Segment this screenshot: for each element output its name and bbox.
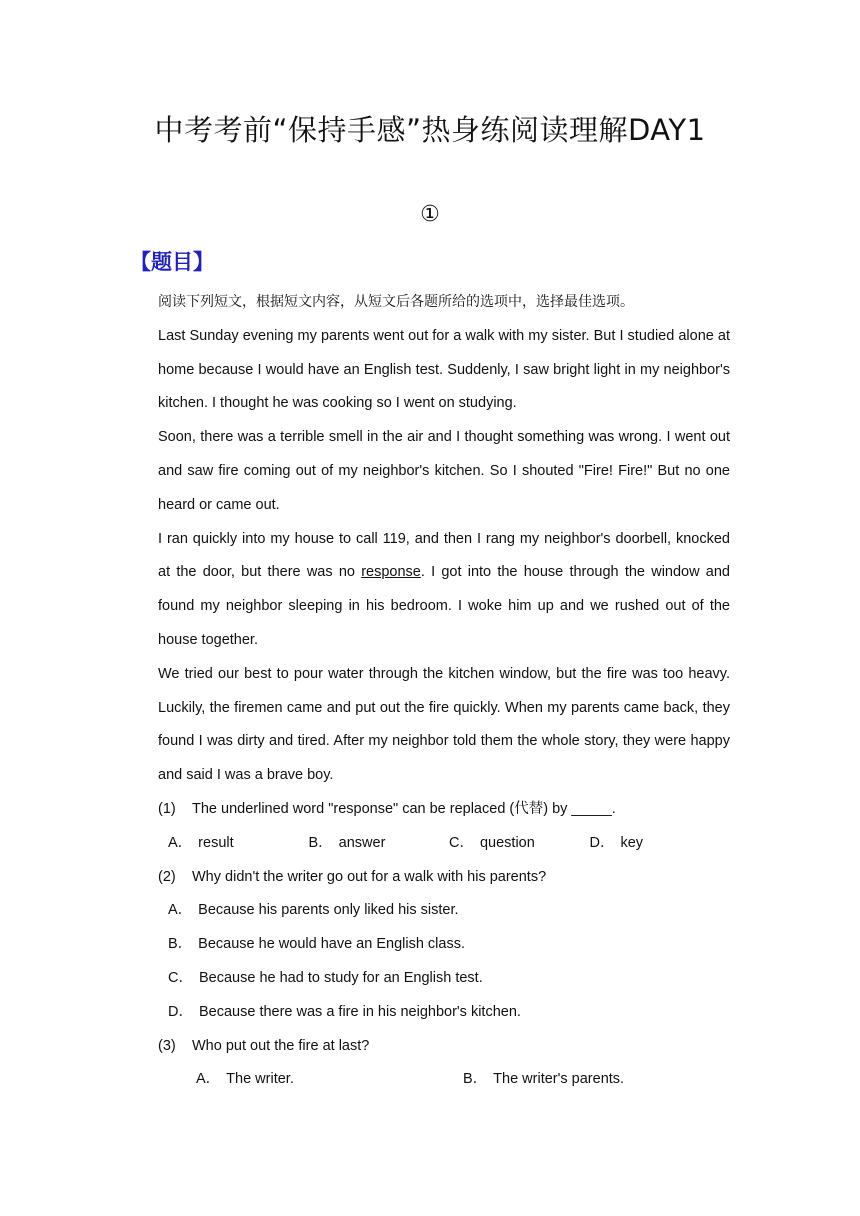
option-letter: B． — [463, 1071, 488, 1088]
instructions: 阅读下列短文，根据短文内容，从短文后各题所给的选项中，选择最佳选项。 — [158, 294, 634, 310]
option-letter: B． — [168, 936, 193, 953]
question-1 — [158, 793, 730, 827]
option-letter: D． — [168, 1003, 193, 1020]
option-a — [196, 1063, 463, 1097]
option-a — [158, 894, 730, 928]
option-text: Because there was a fire in his neighbor's kitchen. — [198, 1003, 521, 1020]
question-number: (1) — [158, 800, 176, 817]
page-title: 中考考前“保持手感”热身练阅读理解DAY1 — [154, 113, 706, 147]
underlined-word: response — [361, 564, 421, 581]
option-text: result — [198, 834, 234, 851]
question-3 — [158, 1030, 730, 1064]
option-text: answer — [338, 834, 386, 851]
paragraph: We tried our best to pour water through the kitchen window, but the fire was too heavy. Luckily, the firemen came and put out the fire quickly. When my parents came back, they found I was dirty and tired. After my neighbor told them the whole story, they were happy and said I was a brave boy. — [158, 665, 730, 784]
paragraph — [158, 523, 730, 658]
option-c — [158, 962, 730, 996]
passage-number: ① — [420, 202, 440, 227]
question-2 — [158, 861, 730, 895]
document-body — [158, 286, 730, 1097]
option-c — [449, 827, 590, 861]
paragraph-text: I ran quickly into my house to call 119, and then I rang my neighbor's doorbell, knocked at the door, but there was no — [158, 530, 730, 581]
option-text: The writer's parents. — [493, 1071, 625, 1088]
paragraph-text: . I got into the house through the window and found my neighbor sleeping in his bedroom. I woke him up and we rushed out of the house together. — [158, 564, 730, 648]
question-number: (3) — [158, 1037, 176, 1054]
option-text: Because he would have an English class. — [198, 936, 465, 953]
option-letter: C． — [168, 969, 193, 986]
option-d — [590, 827, 731, 861]
option-letter: A． — [168, 902, 193, 919]
option-letter: D． — [589, 834, 615, 851]
paragraph: Soon, there was a terrible smell in the air and I thought something was wrong. I went out and saw fire coming out of my neighbor's kitchen. So I shouted "Fire! Fire!" But no one heard or came out. — [158, 429, 730, 513]
paragraph: Last Sunday evening my parents went out for a walk with my sister. But I studied alone at home because I would have an English test. Suddenly, I saw bright light in my neighbor's kitchen. I thought he was cooking so I went on studying. — [158, 327, 730, 412]
option-text: key — [620, 834, 644, 851]
question-text: Who put out the fire at last? — [192, 1037, 370, 1054]
question-number: (2) — [158, 868, 176, 885]
option-letter: B． — [308, 834, 333, 851]
option-b — [158, 928, 730, 962]
question-3-options — [158, 1063, 730, 1097]
option-a — [168, 827, 309, 861]
option-text: The writer. — [226, 1071, 294, 1088]
option-letter: C． — [449, 834, 474, 851]
question-text: The underlined word "response" can be replaced (代替) by _____. — [192, 800, 616, 817]
question-text: Why didn't the writer go out for a walk with his parents? — [192, 868, 547, 885]
option-text: question — [479, 834, 535, 851]
option-letter: A． — [196, 1071, 221, 1088]
question-1-options — [158, 827, 730, 861]
option-letter: A． — [168, 834, 193, 851]
option-b — [463, 1063, 730, 1097]
option-text: Because he had to study for an English test. — [198, 969, 483, 986]
section-heading: 【题目】 — [130, 250, 214, 274]
option-d — [158, 996, 730, 1030]
option-text: Because his parents only liked his sister. — [198, 902, 459, 919]
option-b — [309, 827, 450, 861]
